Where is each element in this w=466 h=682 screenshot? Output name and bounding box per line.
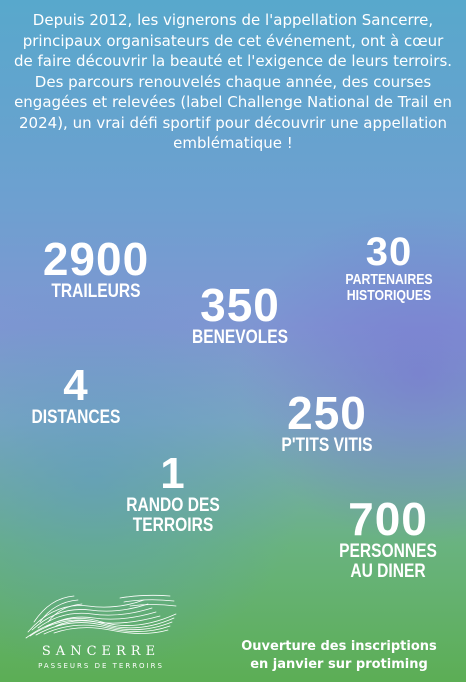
registration-line-1: Ouverture des inscriptions	[241, 639, 437, 654]
stat-number: 700	[348, 493, 428, 545]
stat-vitis	[262, 387, 392, 456]
stat-trailers	[36, 233, 156, 302]
vineyard-hills-icon	[24, 592, 178, 642]
stat-distances	[18, 361, 134, 428]
stat-label: BENEVOLES	[191, 327, 289, 348]
registration-line-2: en janvier sur protiming	[250, 657, 428, 672]
stat-volunteers	[180, 279, 300, 348]
stat-label: HISTORIQUES	[346, 286, 432, 304]
stat-rando	[110, 449, 236, 536]
stat-label: RANDO DES	[126, 495, 220, 516]
stat-label: TERROIRS	[132, 514, 214, 536]
intro-paragraph-2: Des parcours renouvelés chaque année, des courses engagées et relevées (label Challenge National de Trail en 2024), un vrai défi sportif pour découvrir une appellation emblématique !	[14, 72, 452, 152]
stat-label: PARTENAIRES	[345, 271, 433, 288]
stat-label: AU DINER	[350, 560, 426, 582]
stat-label: PERSONNES	[339, 541, 437, 562]
logo-tagline: PASSEURS DE TERROIRS	[38, 662, 164, 670]
stat-number: 4	[63, 361, 89, 410]
intro-text	[12, 10, 454, 154]
stat-dinner	[320, 493, 456, 582]
logo-brand: SANCERRE	[41, 644, 161, 659]
stat-label: DISTANCES	[31, 407, 121, 428]
stat-number: 2900	[42, 233, 150, 285]
stat-number: 250	[287, 387, 367, 439]
sancerre-logo	[24, 592, 178, 672]
registration-notice	[232, 638, 446, 674]
stat-label: TRAILEURS	[51, 281, 141, 302]
stat-number: 1	[160, 449, 186, 498]
stat-number: 350	[200, 279, 280, 331]
stat-label: P'TITS VITIS	[281, 435, 373, 456]
stat-number: 30	[365, 230, 413, 274]
intro-paragraph-1: Depuis 2012, les vignerons de l'appellation Sancerre, principaux organisateurs de cet événement, ont à cœur de faire découvrir la beauté et l'exigence de leurs terroirs.	[13, 11, 453, 70]
stat-partners	[326, 232, 452, 304]
